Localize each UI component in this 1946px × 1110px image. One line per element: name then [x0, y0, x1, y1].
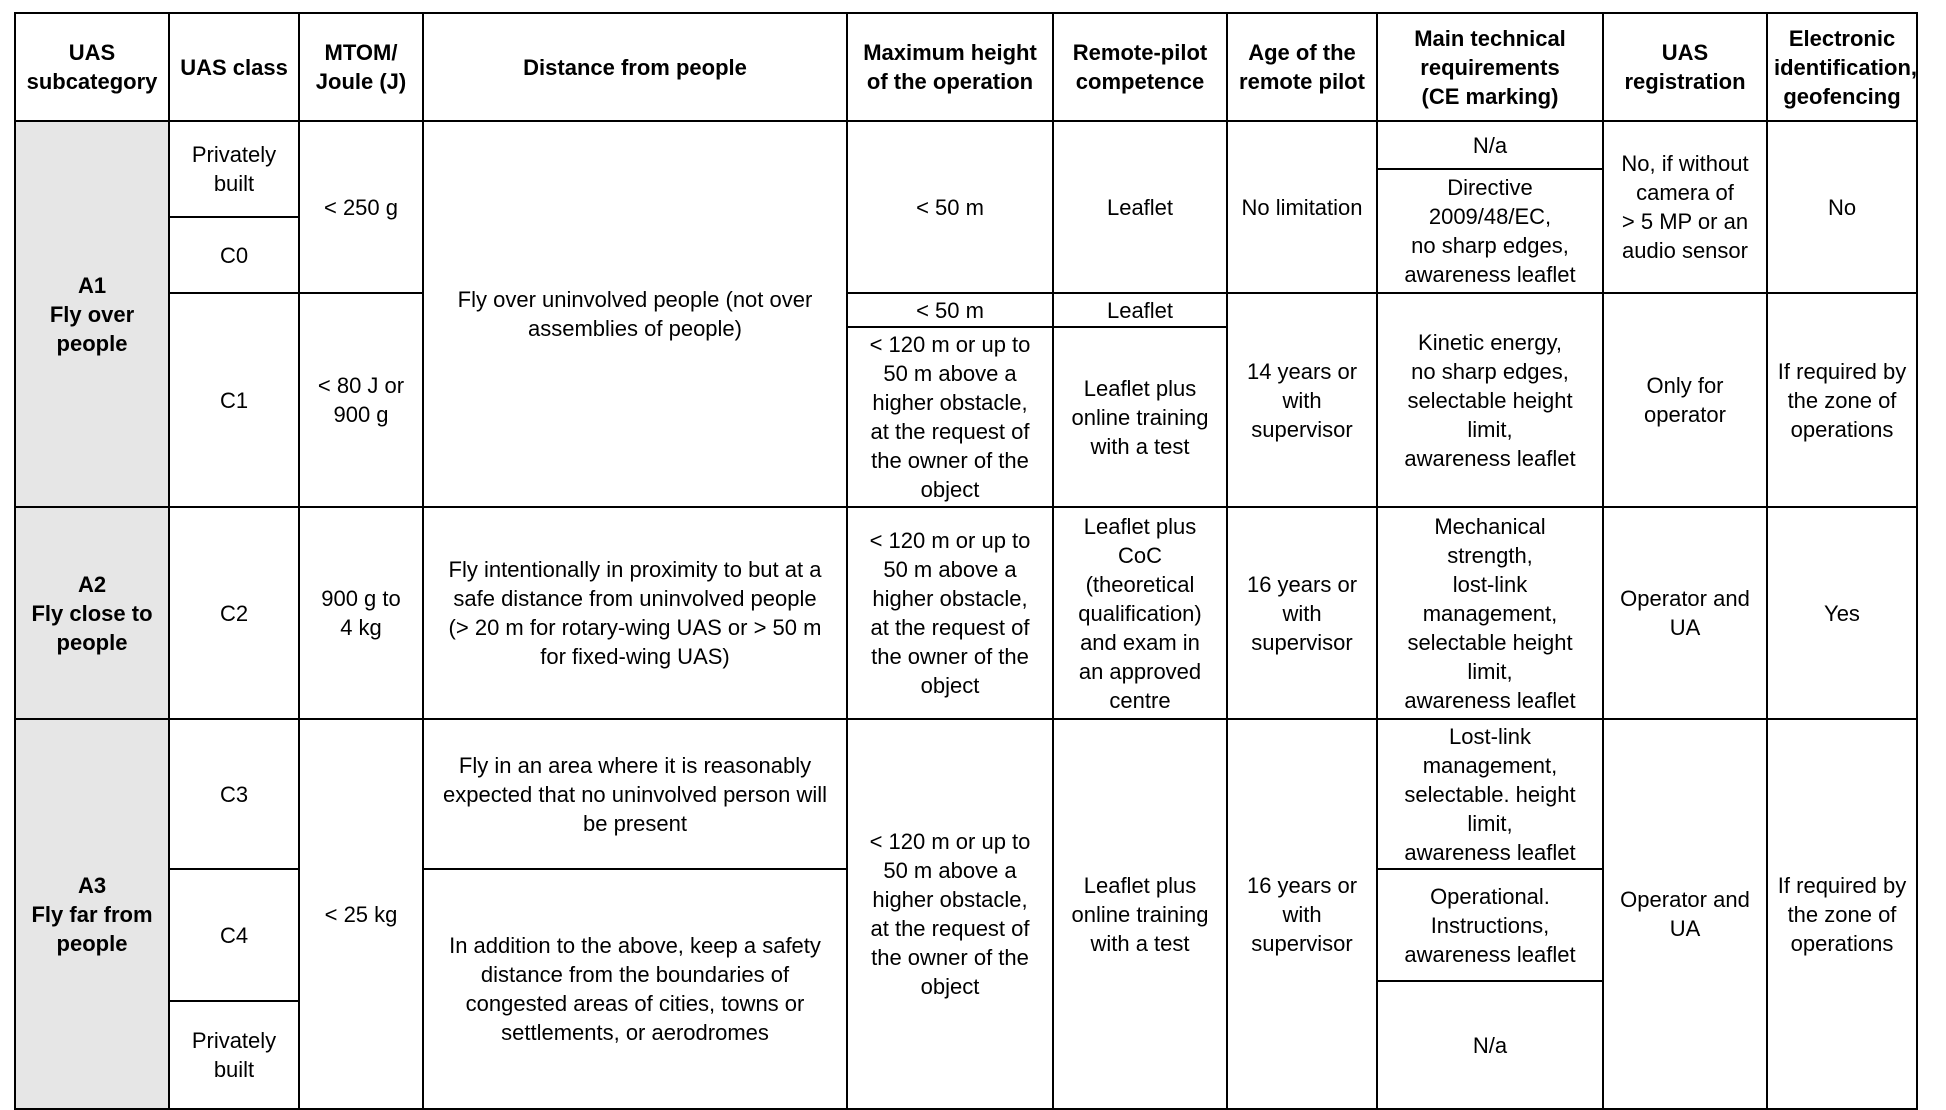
mtom-a1-c1: < 80 J or 900 g	[299, 293, 423, 507]
header-registration: UAS registration	[1603, 13, 1767, 121]
header-subcategory: UAS subcategory	[15, 13, 169, 121]
tech-a3-c4: Operational. Instructions, awareness leaflet	[1377, 869, 1603, 981]
eid-a1-small: No	[1767, 121, 1917, 293]
class-a3-c4: C4	[169, 869, 299, 1001]
competence-a1-small: Leaflet	[1053, 121, 1227, 293]
eid-a1-c1: If required by the zone of operations	[1767, 293, 1917, 507]
tech-a2: Mechanical strength, lost-link management, selectable height limit, awareness leaflet	[1377, 507, 1603, 719]
age-a1-small: No limitation	[1227, 121, 1377, 293]
registration-a1-small: No, if without camera of > 5 MP or an audio sensor	[1603, 121, 1767, 293]
tech-a3-private: N/a	[1377, 981, 1603, 1109]
header-technical: Main technical requirements (CE marking)	[1377, 13, 1603, 121]
header-class: UAS class	[169, 13, 299, 121]
table-row	[15, 719, 1917, 869]
header-max-height: Maximum height of the operation	[847, 13, 1053, 121]
class-a1-c0: C0	[169, 217, 299, 293]
height-a3: < 120 m or up to 50 m above a higher obstacle, at the request of the owner of the object	[847, 719, 1053, 1109]
eid-a3: If required by the zone of operations	[1767, 719, 1917, 1109]
distance-a2: Fly intentionally in proximity to but at a safe distance from uninvolved people (> 20 m for rotary-wing UAS or > 50 m for fixed-wing UAS)	[423, 507, 847, 719]
tech-a1-c0: Directive 2009/48/EC, no sharp edges, awareness leaflet	[1377, 169, 1603, 293]
distance-a3-b: In addition to the above, keep a safety distance from the boundaries of congested areas of cities, towns or settlements, or aerodromes	[423, 869, 847, 1109]
header-row	[15, 13, 1917, 121]
height-a1-c1a: < 50 m	[847, 293, 1053, 327]
subcategory-a3: A3 Fly far from people	[15, 719, 169, 1109]
registration-a1-c1: Only for operator	[1603, 293, 1767, 507]
age-a3: 16 years or with supervisor	[1227, 719, 1377, 1109]
competence-a1-c1a: Leaflet	[1053, 293, 1227, 327]
header-mtom: MTOM/ Joule (J)	[299, 13, 423, 121]
uas-categories-table	[14, 12, 1918, 1110]
tech-a3-c3: Lost-link management, selectable. height limit, awareness leaflet	[1377, 719, 1603, 869]
table-row	[15, 507, 1917, 719]
height-a2: < 120 m or up to 50 m above a higher obstacle, at the request of the owner of the object	[847, 507, 1053, 719]
class-a1-c1: C1	[169, 293, 299, 507]
eid-a2: Yes	[1767, 507, 1917, 719]
header-distance: Distance from people	[423, 13, 847, 121]
tech-a1-private: N/a	[1377, 121, 1603, 169]
competence-a1-c1b: Leaflet plus online training with a test	[1053, 327, 1227, 507]
competence-a3: Leaflet plus online training with a test	[1053, 719, 1227, 1109]
header-eid: Electronic identification, geofencing	[1767, 13, 1917, 121]
mtom-a2: 900 g to 4 kg	[299, 507, 423, 719]
mtom-a3: < 25 kg	[299, 719, 423, 1109]
tech-a1-c1: Kinetic energy, no sharp edges, selectable height limit, awareness leaflet	[1377, 293, 1603, 507]
distance-a3-a: Fly in an area where it is reasonably expected that no uninvolved person will be present	[423, 719, 847, 869]
registration-a3: Operator and UA	[1603, 719, 1767, 1109]
height-a1-small: < 50 m	[847, 121, 1053, 293]
header-competence: Remote-pilot competence	[1053, 13, 1227, 121]
table-row	[15, 293, 1917, 327]
class-a2: C2	[169, 507, 299, 719]
age-a2: 16 years or with supervisor	[1227, 507, 1377, 719]
header-age: Age of the remote pilot	[1227, 13, 1377, 121]
class-a3-c3: C3	[169, 719, 299, 869]
class-a1-private: Privately built	[169, 121, 299, 217]
subcategory-a1: A1 Fly over people	[15, 121, 169, 507]
competence-a2: Leaflet plus CoC (theoretical qualification) and exam in an approved centre	[1053, 507, 1227, 719]
class-a3-private: Privately built	[169, 1001, 299, 1109]
table-row	[15, 121, 1917, 169]
age-a1-c1: 14 years or with supervisor	[1227, 293, 1377, 507]
subcategory-a2: A2 Fly close to people	[15, 507, 169, 719]
height-a1-c1b: < 120 m or up to 50 m above a higher obstacle, at the request of the owner of the object	[847, 327, 1053, 507]
registration-a2: Operator and UA	[1603, 507, 1767, 719]
distance-a1: Fly over uninvolved people (not over assemblies of people)	[423, 121, 847, 507]
mtom-a1-small: < 250 g	[299, 121, 423, 293]
